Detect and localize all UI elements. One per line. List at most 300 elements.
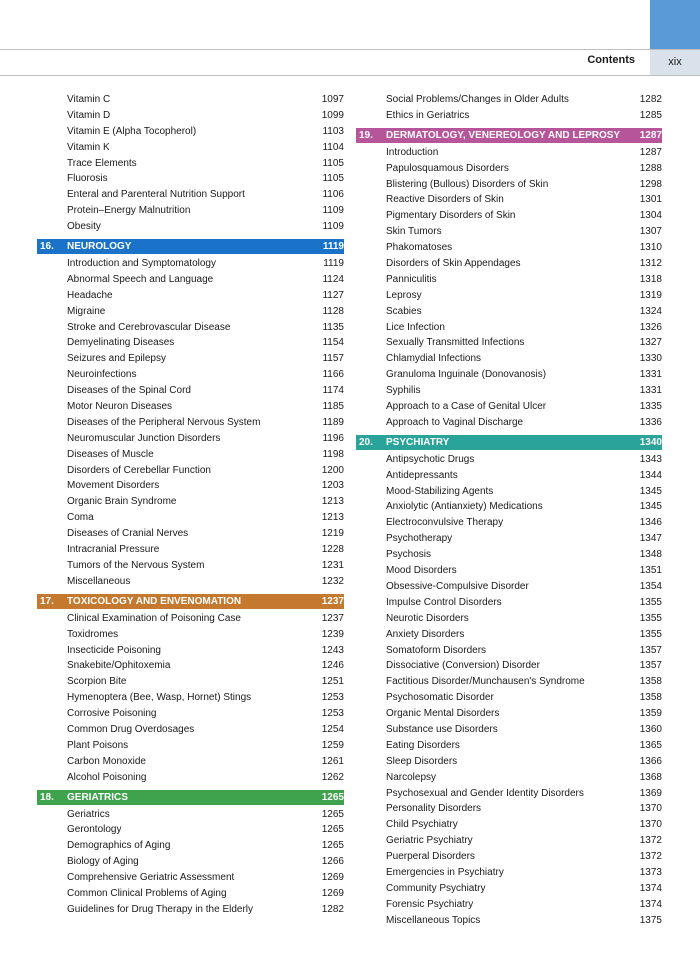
entry-title: Obesity bbox=[67, 221, 101, 233]
entry-title: Stroke and Cerebrovascular Disease bbox=[67, 321, 231, 333]
entry-title: Vitamin E (Alpha Tocopherol) bbox=[67, 125, 197, 137]
toc-entry[interactable] bbox=[356, 770, 662, 786]
toc-entry[interactable] bbox=[37, 574, 344, 590]
entry-title: Hymenoptera (Bee, Wasp, Hornet) Stings bbox=[67, 692, 252, 704]
entry-page: 1374 bbox=[639, 898, 662, 910]
entry-page: 1298 bbox=[639, 178, 662, 190]
toc-entry[interactable] bbox=[37, 383, 344, 399]
entry-page: 1282 bbox=[321, 903, 344, 915]
toc-entry[interactable] bbox=[37, 124, 344, 140]
entry-title: Scabies bbox=[386, 305, 422, 317]
entry-title: Impulse Control Disorders bbox=[386, 596, 502, 608]
entry-title: Diseases of Cranial Nerves bbox=[67, 528, 189, 540]
toc-entry[interactable] bbox=[356, 92, 662, 108]
entry-page: 1253 bbox=[321, 708, 344, 720]
entry-page: 1335 bbox=[639, 401, 662, 413]
entry-page: 1373 bbox=[639, 866, 662, 878]
toc-entry[interactable] bbox=[356, 849, 662, 865]
toc-entry[interactable] bbox=[356, 288, 662, 304]
entry-page: 1369 bbox=[639, 787, 662, 799]
section-page: 1237 bbox=[321, 595, 344, 607]
entry-title: Leprosy bbox=[386, 289, 422, 301]
toc-entry[interactable] bbox=[356, 224, 662, 240]
entry-title: Approach to Vaginal Discharge bbox=[386, 416, 524, 428]
entry-title: Clinical Examination of Poisoning Case bbox=[67, 612, 241, 624]
toc-entry[interactable] bbox=[37, 627, 344, 643]
toc-entry[interactable] bbox=[37, 558, 344, 574]
toc-entry[interactable] bbox=[356, 563, 662, 579]
entry-page: 1318 bbox=[639, 273, 662, 285]
entry-page: 1246 bbox=[321, 660, 344, 672]
entry-page: 1269 bbox=[321, 872, 344, 884]
toc-entry[interactable] bbox=[37, 320, 344, 336]
toc-entry[interactable] bbox=[356, 399, 662, 415]
entry-page: 1262 bbox=[321, 771, 344, 783]
entry-title: Anxiety Disorders bbox=[386, 628, 465, 640]
entry-title: Fluorosis bbox=[67, 173, 108, 185]
entry-page: 1351 bbox=[639, 565, 662, 577]
toc-entry[interactable] bbox=[356, 161, 662, 177]
toc-entry[interactable] bbox=[356, 579, 662, 595]
section-heading[interactable] bbox=[37, 594, 344, 609]
entry-page: 1365 bbox=[639, 739, 662, 751]
entry-title: Demographics of Aging bbox=[67, 840, 171, 852]
entry-title: Vitamin C bbox=[67, 94, 111, 105]
section-number: 16. bbox=[40, 241, 54, 253]
toc-entry[interactable] bbox=[356, 272, 662, 288]
entry-title: Neuroinfections bbox=[67, 369, 137, 381]
entry-title: Tumors of the Nervous System bbox=[67, 559, 205, 571]
toc-entry[interactable] bbox=[37, 643, 344, 659]
entry-page: 1157 bbox=[322, 353, 344, 365]
entry-page: 1119 bbox=[323, 258, 344, 270]
entry-title: Disorders of Skin Appendages bbox=[386, 258, 521, 270]
entry-title: Antidepressants bbox=[386, 469, 458, 481]
toc-entry[interactable] bbox=[37, 367, 344, 383]
entry-title: Alcohol Poisoning bbox=[67, 771, 147, 783]
entry-page: 1265 bbox=[321, 840, 344, 852]
entry-title: Toxidromes bbox=[67, 628, 119, 640]
entry-page: 1357 bbox=[639, 660, 662, 672]
entry-title: Snakebite/Ophitoxemia bbox=[67, 660, 171, 672]
toc-entry[interactable] bbox=[356, 240, 662, 256]
entry-title: Mood Disorders bbox=[386, 565, 457, 577]
toc-entry[interactable] bbox=[37, 690, 344, 706]
entry-page: 1265 bbox=[321, 824, 344, 836]
entry-title: Movement Disorders bbox=[67, 480, 160, 492]
toc-entry[interactable] bbox=[37, 807, 344, 823]
toc-entry[interactable] bbox=[37, 706, 344, 722]
entry-page: 1359 bbox=[639, 708, 662, 720]
entry-title: Headache bbox=[67, 289, 113, 301]
toc-entry[interactable] bbox=[37, 431, 344, 447]
toc-left-column bbox=[37, 92, 344, 918]
entry-title: Diseases of the Spinal Cord bbox=[67, 385, 191, 397]
section-title: DERMATOLOGY, VENEREOLOGY AND LEPROSY bbox=[386, 129, 621, 141]
entry-page: 1213 bbox=[321, 496, 344, 508]
section-title: GERIATRICS bbox=[67, 791, 128, 803]
toc-entry[interactable] bbox=[37, 870, 344, 886]
entry-page: 1368 bbox=[639, 771, 662, 783]
entry-title: Pigmentary Disorders of Skin bbox=[386, 210, 516, 222]
entry-page: 1287 bbox=[639, 146, 662, 158]
entry-page: 1366 bbox=[639, 755, 662, 767]
entry-title: Skin Tumors bbox=[386, 226, 442, 238]
entry-page: 1243 bbox=[321, 644, 344, 656]
entry-page: 1128 bbox=[322, 305, 344, 317]
toc-entry[interactable] bbox=[356, 547, 662, 563]
entry-title: Diseases of the Peripheral Nervous System bbox=[67, 416, 261, 428]
entry-page: 1336 bbox=[639, 416, 662, 428]
entry-title: Antipsychotic Drugs bbox=[386, 453, 475, 465]
toc-entry[interactable] bbox=[37, 156, 344, 172]
entry-page: 1307 bbox=[639, 226, 662, 238]
entry-page: 1348 bbox=[639, 549, 662, 561]
entry-page: 1104 bbox=[322, 141, 344, 153]
entry-page: 1360 bbox=[639, 723, 662, 735]
toc-entry[interactable] bbox=[37, 526, 344, 542]
entry-title: Ethics in Geriatrics bbox=[386, 109, 470, 121]
toc-entry[interactable] bbox=[356, 722, 662, 738]
toc-entry[interactable] bbox=[37, 886, 344, 902]
toc-entry[interactable] bbox=[356, 786, 662, 802]
toc-entry[interactable] bbox=[37, 288, 344, 304]
toc-entry[interactable] bbox=[37, 335, 344, 351]
section-number: 18. bbox=[40, 791, 54, 803]
entry-page: 1310 bbox=[639, 242, 662, 254]
entry-title: Psychosis bbox=[386, 549, 432, 561]
entry-title: Abnormal Speech and Language bbox=[67, 273, 214, 285]
toc-entry[interactable] bbox=[37, 203, 344, 219]
entry-page: 1358 bbox=[639, 676, 662, 688]
toc-right-column bbox=[356, 92, 662, 929]
toc-entry[interactable] bbox=[37, 351, 344, 367]
toc-entry[interactable] bbox=[37, 272, 344, 288]
entry-title: Geriatric Psychiatry bbox=[386, 835, 473, 847]
entry-page: 1343 bbox=[639, 453, 662, 465]
entry-page: 1231 bbox=[321, 559, 344, 571]
toc-entry[interactable] bbox=[356, 865, 662, 881]
entry-title: Emergencies in Psychiatry bbox=[386, 866, 504, 878]
toc-entry[interactable] bbox=[37, 738, 344, 754]
section-title: PSYCHIATRY bbox=[386, 436, 450, 448]
entry-title: Gerontology bbox=[67, 824, 122, 836]
toc-entry[interactable] bbox=[37, 187, 344, 203]
entry-page: 1355 bbox=[639, 628, 662, 640]
toc-entry[interactable] bbox=[37, 463, 344, 479]
toc-entry[interactable] bbox=[356, 177, 662, 193]
entry-title: Demyelinating Diseases bbox=[67, 337, 175, 349]
section-number: 17. bbox=[40, 595, 54, 607]
toc-entry[interactable] bbox=[356, 817, 662, 833]
entry-page: 1239 bbox=[321, 628, 344, 640]
entry-title: Geriatrics bbox=[67, 808, 110, 820]
entry-title: Obsessive-Compulsive Disorder bbox=[386, 580, 529, 592]
toc-entry[interactable] bbox=[356, 754, 662, 770]
entry-title: Substance use Disorders bbox=[386, 723, 498, 735]
toc-entry[interactable] bbox=[356, 611, 662, 627]
toc-entry[interactable] bbox=[37, 140, 344, 156]
entry-title: Scorpion Bite bbox=[67, 676, 127, 688]
entry-page: 1196 bbox=[322, 432, 344, 444]
entry-page: 1265 bbox=[321, 808, 344, 820]
section-title: TOXICOLOGY AND ENVENOMATION bbox=[67, 595, 242, 607]
header-page-number: xix bbox=[650, 50, 700, 75]
entry-title: Common Clinical Problems of Aging bbox=[67, 887, 227, 899]
entry-title: Enteral and Parenteral Nutrition Support bbox=[67, 189, 245, 201]
toc-entry[interactable] bbox=[356, 531, 662, 547]
entry-title: Introduction and Symptomatology bbox=[67, 258, 216, 270]
toc-entry[interactable] bbox=[356, 320, 662, 336]
entry-page: 1355 bbox=[639, 596, 662, 608]
running-header bbox=[0, 49, 700, 76]
entry-page: 1345 bbox=[639, 501, 662, 513]
entry-title: Puerperal Disorders bbox=[386, 851, 475, 863]
toc-entry[interactable] bbox=[356, 335, 662, 351]
entry-title: Mood-Stabilizing Agents bbox=[386, 485, 494, 497]
entry-page: 1285 bbox=[639, 109, 662, 121]
entry-title: Miscellaneous Topics bbox=[386, 914, 481, 926]
toc-entry[interactable] bbox=[356, 256, 662, 272]
section-page: 1340 bbox=[639, 436, 662, 448]
toc-entry[interactable] bbox=[37, 838, 344, 854]
entry-page: 1331 bbox=[639, 385, 662, 397]
section-number: 19. bbox=[359, 129, 373, 141]
entry-title: Eating Disorders bbox=[386, 739, 460, 751]
entry-page: 1347 bbox=[639, 533, 662, 545]
entry-page: 1354 bbox=[639, 580, 662, 592]
entry-page: 1232 bbox=[321, 575, 344, 587]
section-heading[interactable] bbox=[37, 790, 344, 805]
entry-page: 1319 bbox=[639, 289, 662, 301]
toc-entry[interactable] bbox=[37, 494, 344, 510]
entry-page: 1097 bbox=[321, 94, 344, 105]
entry-page: 1372 bbox=[639, 835, 662, 847]
entry-title: Organic Brain Syndrome bbox=[67, 496, 177, 508]
entry-page: 1344 bbox=[639, 469, 662, 481]
entry-title: Factitious Disorder/Munchausen's Syndrome bbox=[386, 676, 585, 688]
entry-title: Social Problems/Changes in Older Adults bbox=[386, 94, 569, 105]
section-heading[interactable] bbox=[356, 128, 662, 143]
entry-page: 1253 bbox=[321, 692, 344, 704]
toc-entry[interactable] bbox=[37, 854, 344, 870]
toc-entry[interactable] bbox=[356, 627, 662, 643]
entry-title: Somatoform Disorders bbox=[386, 644, 487, 656]
toc-entry[interactable] bbox=[356, 881, 662, 897]
toc-entry[interactable] bbox=[37, 399, 344, 415]
entry-title: Psychosomatic Disorder bbox=[386, 692, 494, 704]
toc-entry[interactable] bbox=[356, 706, 662, 722]
toc-entry[interactable] bbox=[356, 208, 662, 224]
toc-entry[interactable] bbox=[356, 515, 662, 531]
entry-title: Vitamin K bbox=[67, 141, 110, 153]
entry-page: 1166 bbox=[322, 369, 344, 381]
toc-entry[interactable] bbox=[37, 754, 344, 770]
entry-page: 1266 bbox=[321, 856, 344, 868]
entry-title: Chlamydial Infections bbox=[386, 353, 482, 365]
entry-page: 1358 bbox=[639, 692, 662, 704]
entry-page: 1203 bbox=[321, 480, 344, 492]
entry-title: Sleep Disorders bbox=[386, 755, 458, 767]
toc-entry[interactable] bbox=[356, 192, 662, 208]
section-page: 1265 bbox=[321, 791, 344, 803]
entry-title: Anxiolytic (Antianxiety) Medications bbox=[386, 501, 543, 513]
entry-title: Plant Poisons bbox=[67, 739, 129, 751]
entry-page: 1099 bbox=[321, 109, 344, 121]
toc-entry[interactable] bbox=[356, 383, 662, 399]
entry-page: 1261 bbox=[321, 755, 344, 767]
entry-title: Motor Neuron Diseases bbox=[67, 401, 173, 413]
toc-entry[interactable] bbox=[356, 108, 662, 124]
entry-page: 1254 bbox=[321, 723, 344, 735]
entry-page: 1304 bbox=[639, 210, 662, 222]
entry-title: Neurotic Disorders bbox=[386, 612, 469, 624]
entry-title: Diseases of Muscle bbox=[67, 448, 154, 460]
entry-title: Lice Infection bbox=[386, 321, 445, 333]
entry-title: Dissociative (Conversion) Disorder bbox=[386, 660, 540, 672]
entry-page: 1327 bbox=[639, 337, 662, 349]
toc-entry[interactable] bbox=[37, 770, 344, 786]
toc-entry[interactable] bbox=[37, 510, 344, 526]
entry-page: 1106 bbox=[322, 189, 344, 201]
entry-title: Organic Mental Disorders bbox=[386, 708, 500, 720]
toc-entry[interactable] bbox=[356, 484, 662, 500]
entry-page: 1154 bbox=[322, 337, 344, 349]
corner-tab bbox=[650, 0, 700, 50]
entry-page: 1372 bbox=[639, 851, 662, 863]
toc-entry[interactable] bbox=[356, 658, 662, 674]
entry-page: 1105 bbox=[322, 157, 344, 169]
toc-entry[interactable] bbox=[37, 108, 344, 124]
entry-page: 1370 bbox=[639, 803, 662, 815]
toc-entry[interactable] bbox=[37, 304, 344, 320]
entry-page: 1174 bbox=[322, 385, 344, 397]
toc-entry[interactable] bbox=[356, 415, 662, 431]
toc-entry[interactable] bbox=[37, 902, 344, 918]
entry-page: 1269 bbox=[321, 887, 344, 899]
entry-title: Seizures and Epilepsy bbox=[67, 353, 166, 365]
entry-title: Corrosive Poisoning bbox=[67, 708, 157, 720]
entry-title: Narcolepsy bbox=[386, 771, 437, 783]
entry-page: 1251 bbox=[321, 676, 344, 688]
section-page: 1287 bbox=[639, 129, 662, 141]
entry-title: Introduction bbox=[386, 146, 439, 158]
entry-page: 1326 bbox=[639, 321, 662, 333]
toc-entry[interactable] bbox=[356, 499, 662, 515]
entry-title: Disorders of Cerebellar Function bbox=[67, 464, 211, 476]
toc-entry[interactable] bbox=[37, 415, 344, 431]
entry-page: 1109 bbox=[322, 205, 344, 217]
toc-entry[interactable] bbox=[37, 447, 344, 463]
entry-title: Approach to a Case of Genital Ulcer bbox=[386, 401, 547, 413]
entry-title: Miscellaneous bbox=[67, 575, 131, 587]
entry-page: 1237 bbox=[321, 612, 344, 624]
entry-title: Personality Disorders bbox=[386, 803, 482, 815]
entry-title: Migraine bbox=[67, 305, 106, 317]
entry-title: Electroconvulsive Therapy bbox=[386, 517, 504, 529]
toc-entry[interactable] bbox=[356, 690, 662, 706]
toc-entry[interactable] bbox=[37, 478, 344, 494]
entry-title: Trace Elements bbox=[67, 157, 137, 169]
entry-page: 1127 bbox=[322, 289, 344, 301]
toc-entry[interactable] bbox=[37, 822, 344, 838]
toc-entry[interactable] bbox=[356, 351, 662, 367]
toc-entry[interactable] bbox=[37, 171, 344, 187]
entry-title: Blistering (Bullous) Disorders of Skin bbox=[386, 178, 549, 190]
entry-title: Comprehensive Geriatric Assessment bbox=[67, 872, 235, 884]
entry-title: Panniculitis bbox=[386, 273, 437, 285]
entry-page: 1219 bbox=[321, 528, 344, 540]
entry-title: Carbon Monoxide bbox=[67, 755, 146, 767]
toc-entry[interactable] bbox=[356, 304, 662, 320]
entry-page: 1124 bbox=[322, 273, 344, 285]
toc-entry[interactable] bbox=[356, 468, 662, 484]
toc-entry[interactable] bbox=[37, 542, 344, 558]
section-number: 20. bbox=[359, 436, 373, 448]
entry-page: 1331 bbox=[639, 369, 662, 381]
entry-page: 1105 bbox=[322, 173, 344, 185]
entry-page: 1103 bbox=[322, 125, 344, 137]
entry-page: 1324 bbox=[639, 305, 662, 317]
entry-page: 1259 bbox=[321, 739, 344, 751]
entry-page: 1185 bbox=[322, 401, 344, 413]
toc-entry[interactable] bbox=[356, 913, 662, 929]
entry-page: 1189 bbox=[322, 416, 344, 428]
entry-page: 1213 bbox=[321, 512, 344, 524]
entry-title: Psychotherapy bbox=[386, 533, 453, 545]
entry-page: 1375 bbox=[639, 914, 662, 926]
toc-entry[interactable] bbox=[356, 833, 662, 849]
entry-page: 1370 bbox=[639, 819, 662, 831]
entry-title: Community Psychiatry bbox=[386, 882, 486, 894]
entry-title: Vitamin D bbox=[67, 109, 111, 121]
section-page: 1119 bbox=[322, 241, 344, 253]
toc-entry[interactable] bbox=[356, 145, 662, 161]
entry-title: Reactive Disorders of Skin bbox=[386, 194, 504, 206]
toc-entry[interactable] bbox=[356, 595, 662, 611]
entry-title: Syphilis bbox=[386, 385, 421, 397]
entry-page: 1198 bbox=[322, 448, 344, 460]
entry-page: 1374 bbox=[639, 882, 662, 894]
entry-title: Psychosexual and Gender Identity Disorders bbox=[386, 787, 584, 799]
toc-entry[interactable] bbox=[356, 674, 662, 690]
toc-entry[interactable] bbox=[37, 92, 344, 108]
toc-entry[interactable] bbox=[37, 219, 344, 235]
toc-entry[interactable] bbox=[356, 897, 662, 913]
toc-entry[interactable] bbox=[356, 452, 662, 468]
entry-title: Neuromuscular Junction Disorders bbox=[67, 432, 221, 444]
toc-entry[interactable] bbox=[37, 256, 344, 272]
entry-page: 1288 bbox=[639, 162, 662, 174]
entry-title: Biology of Aging bbox=[67, 856, 139, 868]
toc-entry[interactable] bbox=[356, 367, 662, 383]
toc-entry[interactable] bbox=[37, 658, 344, 674]
entry-title: Coma bbox=[67, 512, 94, 524]
entry-title: Forensic Psychiatry bbox=[386, 898, 474, 910]
toc-entry[interactable] bbox=[37, 722, 344, 738]
toc-entry[interactable] bbox=[356, 643, 662, 659]
entry-page: 1109 bbox=[322, 221, 344, 233]
toc-entry[interactable] bbox=[37, 611, 344, 627]
section-heading[interactable] bbox=[37, 239, 344, 254]
entry-page: 1345 bbox=[639, 485, 662, 497]
toc-entry[interactable] bbox=[356, 801, 662, 817]
section-title: NEUROLOGY bbox=[67, 241, 132, 253]
section-heading[interactable] bbox=[356, 435, 662, 450]
toc-entry[interactable] bbox=[37, 674, 344, 690]
toc-entry[interactable] bbox=[356, 738, 662, 754]
entry-page: 1346 bbox=[639, 517, 662, 529]
